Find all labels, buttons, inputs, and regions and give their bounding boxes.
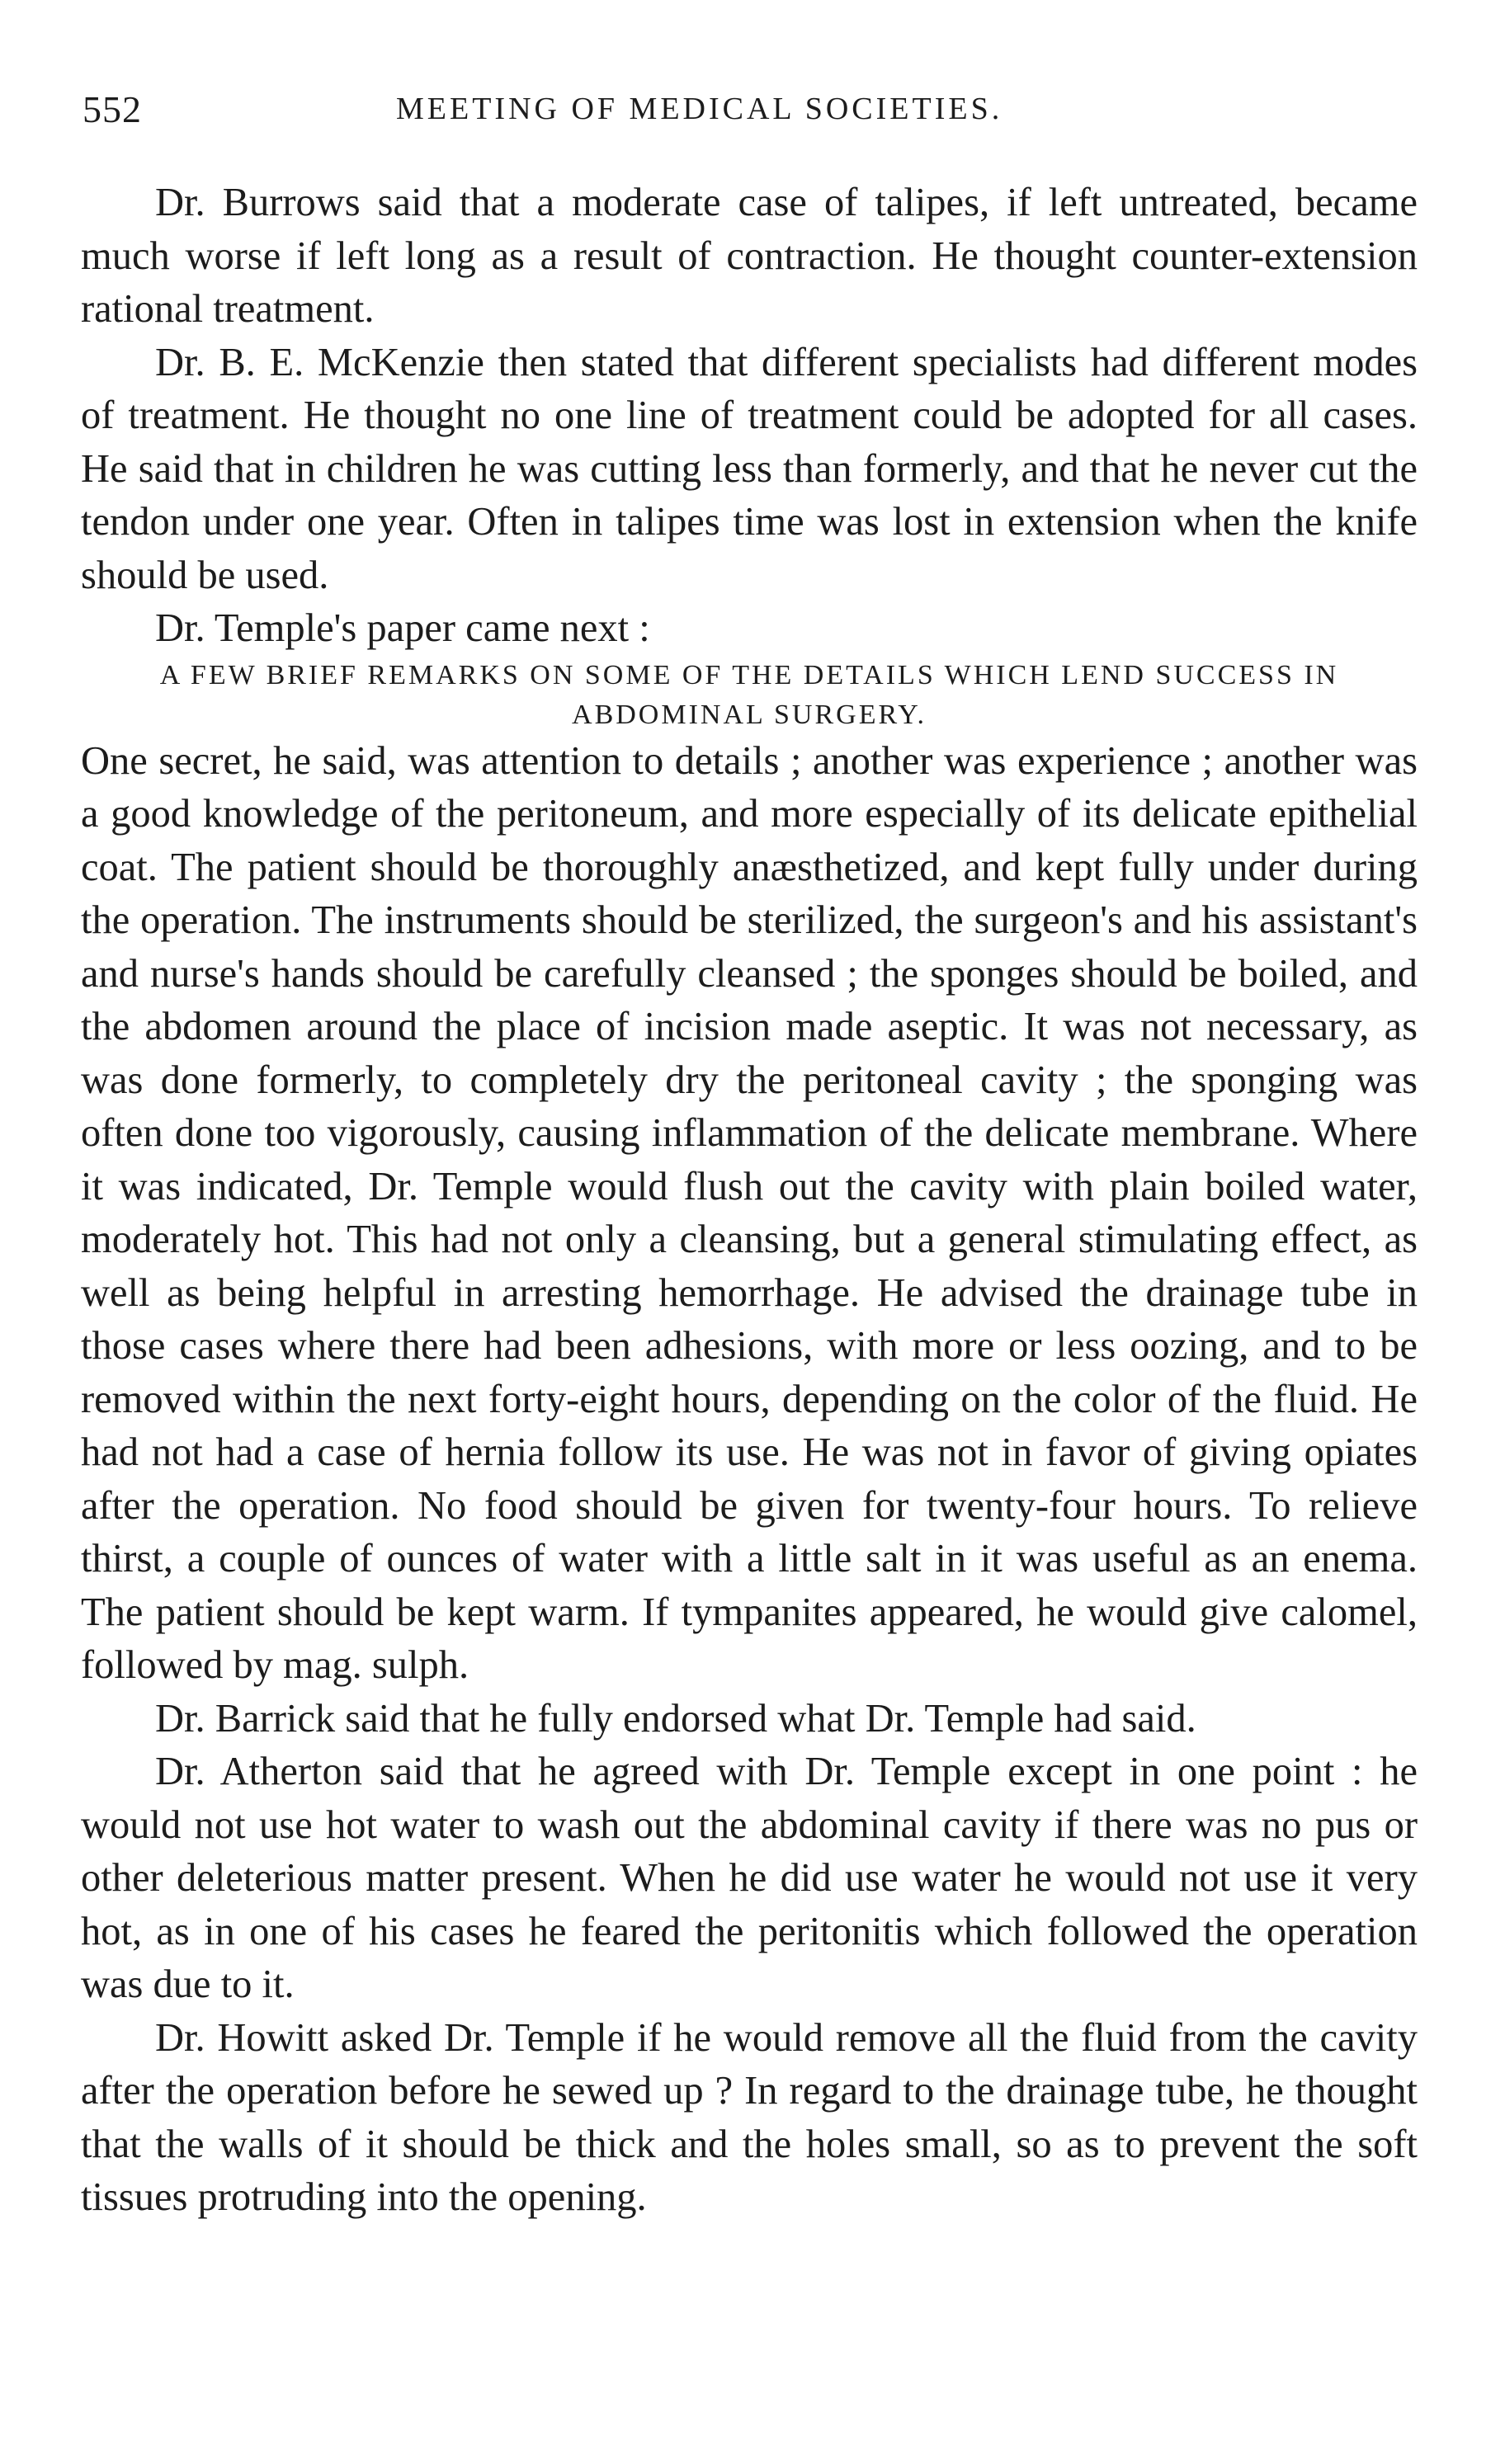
paragraph-burrows: Dr. Burrows said that a moderate case of talipes, if left untreated, became much worse if left long as a result of contraction. He thought counter-extension rational treatment.: [81, 181, 1418, 331]
paragraph-temple-paper: One secret, he said, was attention to details ; another was experience ; another was a good knowledge of the peritoneum, and more especially of its delicate epithelial coat. The patient should be thoroughly anæsthetized, and kept fully under during the operation. The instruments should be sterilized, the surgeon's and his assistant's and nurse's hands should be carefully cleansed ; the sponges should be boiled, and the abdomen around the place of incision made aseptic. It was not necessary, as was done formerly, to completely dry the peritoneal cavity ; the sponging was often done too vigorously, causing inflammation of the delicate membrane. Where it was indicated, Dr. Temple would flush out the cavity with plain boiled water, moderately hot. This had not only a cleansing, but a general stimulating effect, as well as being helpful in arresting hemorrhage. He advised the drainage tube in those cases where there had been adhesions, with more or less oozing, and to be removed within the next forty-eight hours, depending on the color of the fluid. He had not had a case of hernia follow its use. He was not in favor of giving opiates after the operation. No food should be given for twenty-four hours. To relieve thirst, a couple of ounces of water with a little salt in it was useful as an enema. The patient should be kept warm. If tympanites appeared, he would give calomel, followed by mag. sulph.: [81, 738, 1418, 1687]
section-title: A FEW BRIEF REMARKS ON SOME OF THE DETAILS WHICH LEND SUCCESS IN ABDOMINAL SURGERY.: [159, 659, 1339, 730]
paragraph-mckenzie: Dr. B. E. McKenzie then stated that different specialists had different modes of treatment. He thought no one line of treatment could be adopted for all cases. He said that in children he was cutting less than formerly, and that he never cut the tendon under one year. Often in talipes time was lost in extension when the knife should be used.: [81, 340, 1418, 597]
paragraph-howitt: Dr. Howitt asked Dr. Temple if he would remove all the fluid from the cavity after the operation before he sewed up ? In regard to the drainage tube, he thought that the walls of it should be thick and the holes small, so as to prevent the soft tissues protruding into the opening.: [81, 2015, 1418, 2219]
paragraph-temple-intro: Dr. Temple's paper came next :: [155, 606, 650, 650]
paragraph-barrick: Dr. Barrick said that he fully endorsed what Dr. Temple had said.: [155, 1696, 1196, 1741]
page-body: [81, 177, 1418, 2225]
page-number: 552: [83, 88, 142, 130]
running-head: MEETING OF MEDICAL SOCIETIES.: [396, 92, 1003, 126]
page-header: [83, 82, 1403, 132]
paragraph-atherton: Dr. Atherton said that he agreed with Dr. Temple except in one point : he would not use hot water to wash out the abdominal cavity if there was no pus or other deleterious matter present. When he did use water he would not use it very hot, as in one of his cases he feared the peritonitis which followed the operation was due to it.: [81, 1750, 1418, 2006]
